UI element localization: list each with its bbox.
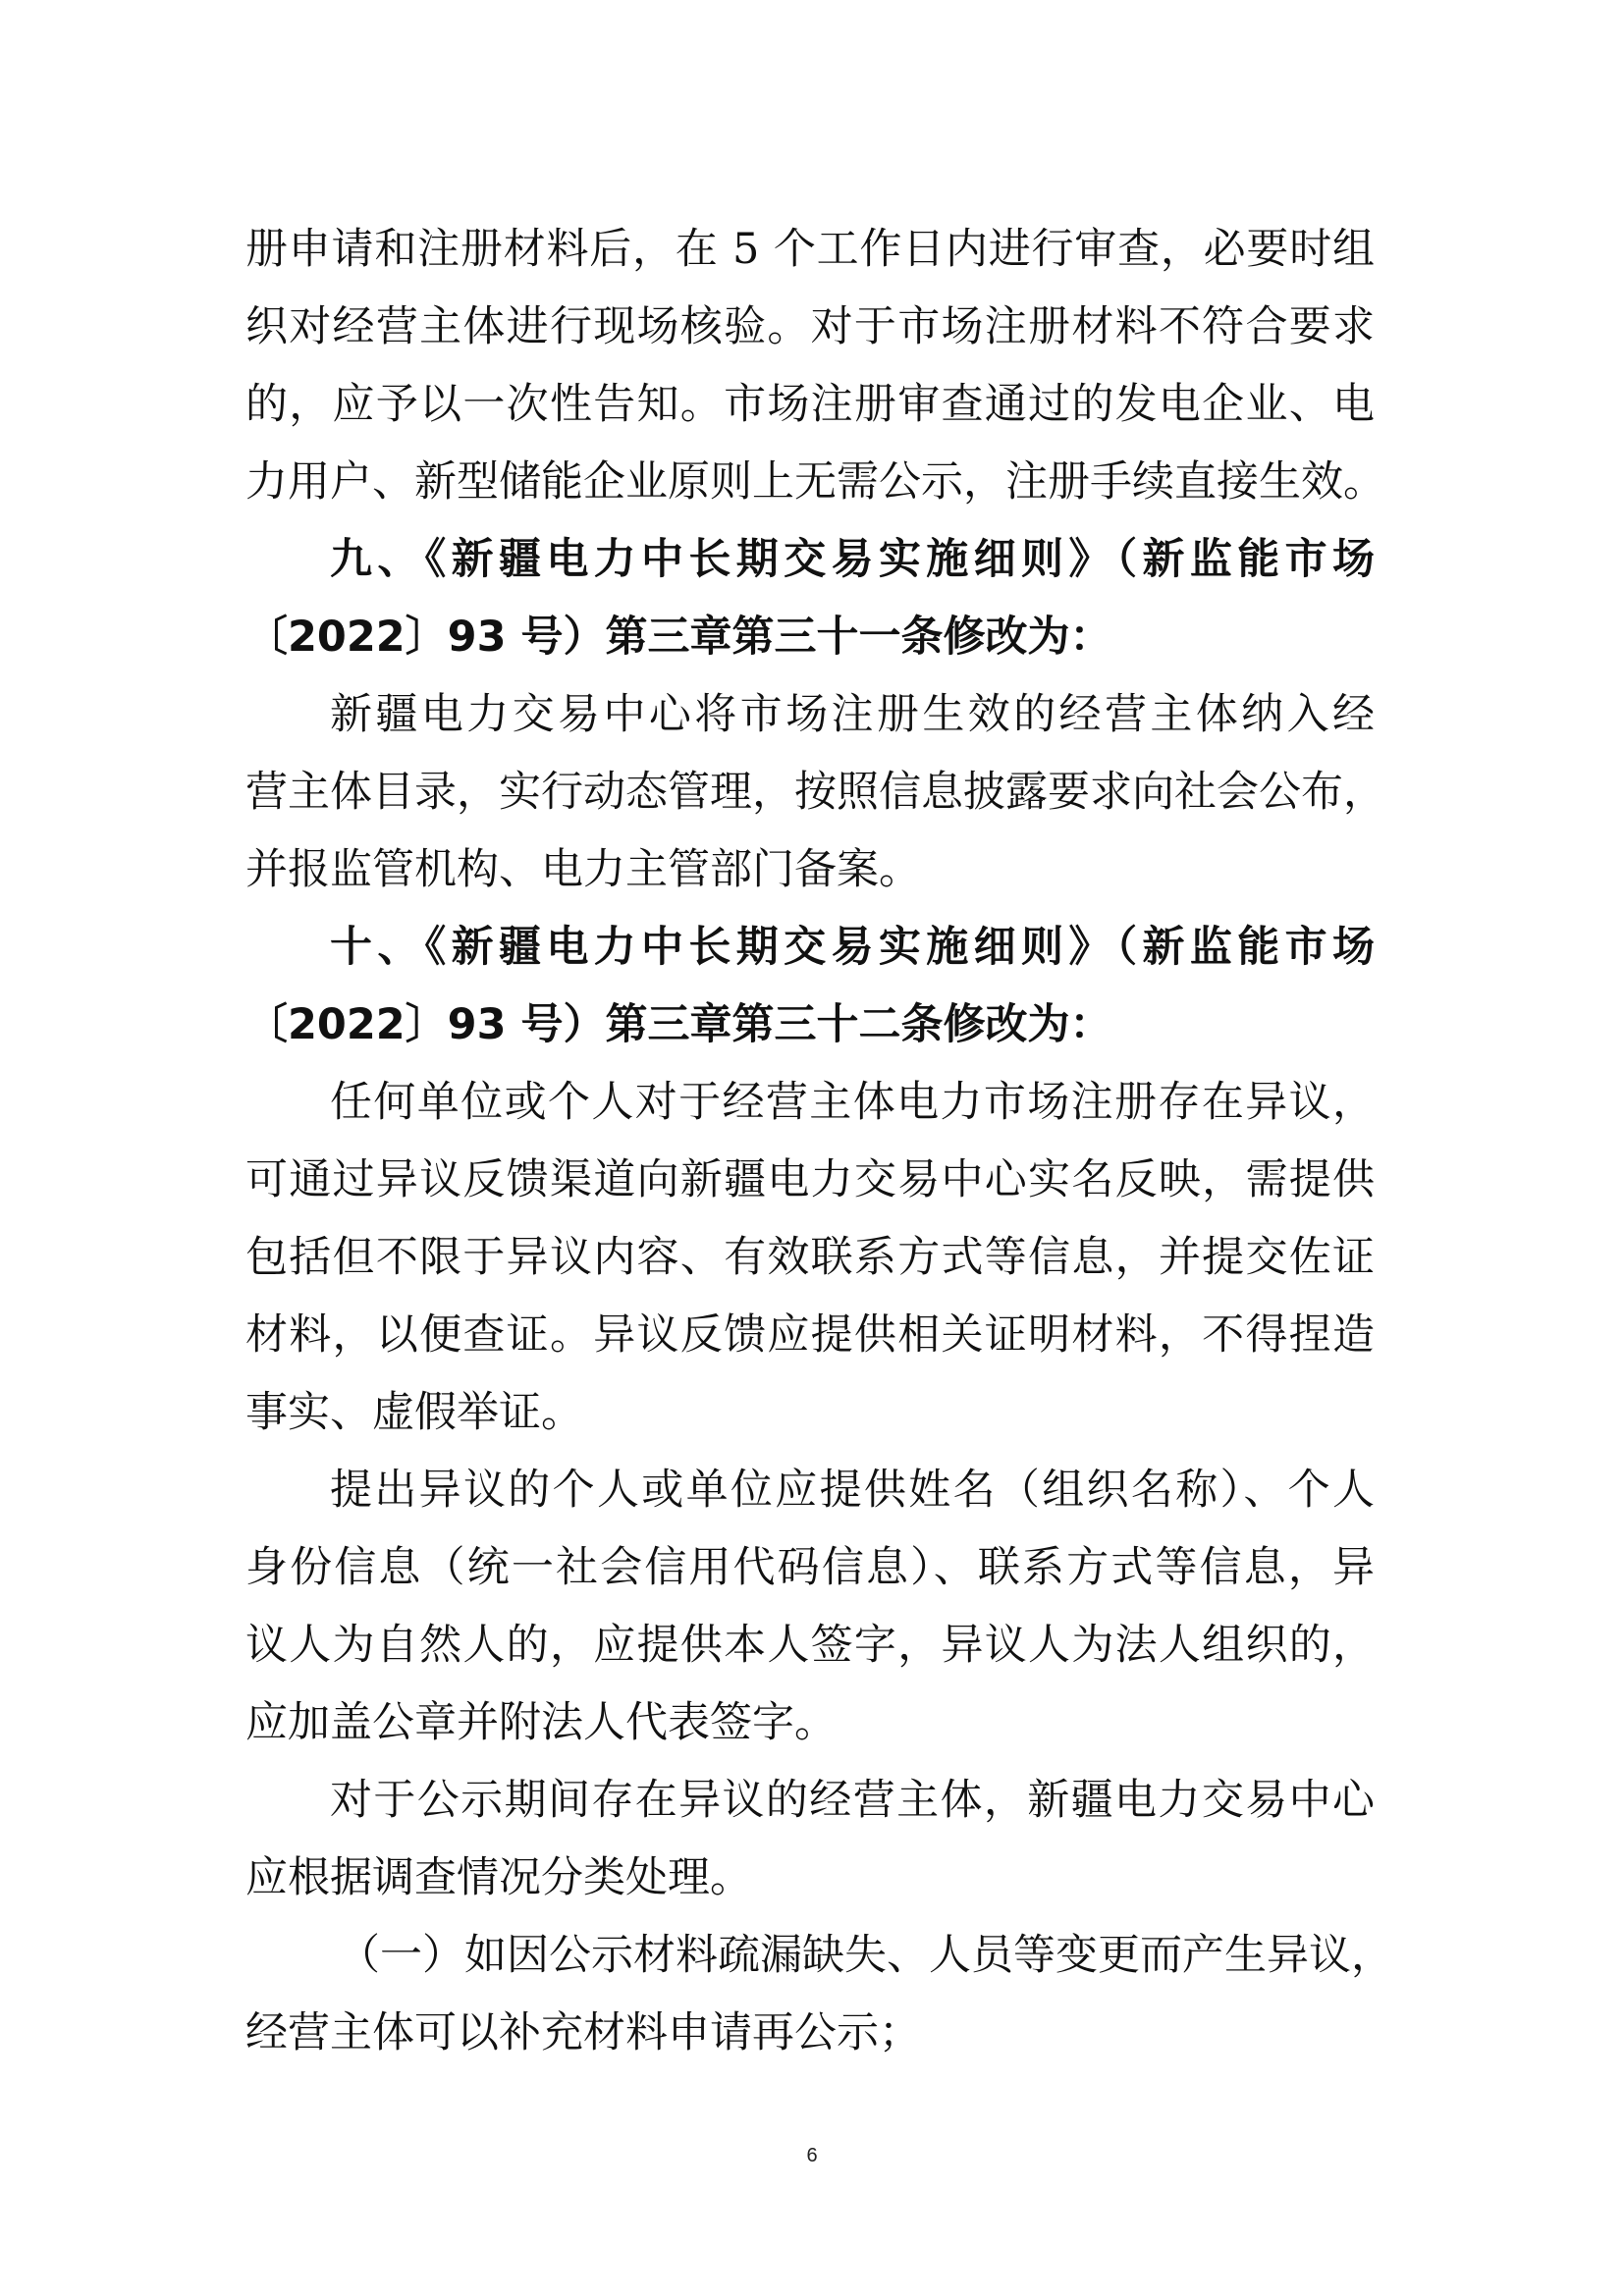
text-line: 议人为自然人的，应提供本人签字，异议人为法人组织的， [245,1621,1375,1670]
paragraph-objector-info [245,1452,1375,1762]
text-line: 对于公示期间存在异议的经营主体，新疆电力交易中心 [330,1776,1375,1825]
text-line: 册申请和注册材料后，在 5 个工作日内进行审查，必要时组 [245,225,1375,274]
paragraph-objection-channel [245,1064,1375,1452]
paragraph-registration-review [245,211,1385,521]
page-number: 6 [806,2145,818,2166]
heading-article-nine [245,521,1375,676]
text-line: 的，应予以一次性告知。市场注册审查通过的发电企业、电 [245,380,1375,429]
text-line: 织对经营主体进行现场核验。对于市场注册材料不符合要求 [245,302,1375,351]
text-line: 应根据调查情况分类处理。 [245,1853,752,1902]
text-line: 并报监管机构、电力主管部门备案。 [245,845,921,894]
text-line: 新疆电力交易中心将市场注册生效的经营主体纳入经 [330,690,1375,739]
text-line: 任何单位或个人对于经营主体电力市场注册存在异议， [330,1078,1375,1127]
heading-line: 十、《新疆电力中长期交易实施细则》（新监能市场 [330,923,1375,972]
text-line: （一）如因公示材料疏漏缺失、人员等变更而产生异议， [338,1931,1393,1980]
text-line: 材料，以便查证。异议反馈应提供相关证明材料，不得捏造 [245,1310,1375,1360]
paragraph-item-one [245,1917,1393,2072]
text-line: 力用户、新型储能企业原则上无需公示，注册手续直接生效。 [245,457,1385,507]
text-line: 可通过异议反馈渠道向新疆电力交易中心实名反映，需提供 [245,1155,1375,1204]
text-line: 营主体目录，实行动态管理，按照信息披露要求向社会公布， [245,768,1385,817]
heading-article-ten [245,909,1375,1064]
paragraph-classified-handling [245,1762,1375,1917]
text-line: 应加盖公章并附法人代表签字。 [245,1698,837,1747]
text-line: 事实、虚假举证。 [245,1388,583,1437]
heading-line: 〔2022〕93 号）第三章第三十一条修改为： [245,613,1112,662]
text-line: 身份信息（统一社会信用代码信息）、联系方式等信息，异 [245,1543,1375,1592]
heading-line: 九、《新疆电力中长期交易实施细则》（新监能市场 [330,535,1375,584]
paragraph-subject-catalog [245,676,1385,909]
text-line: 经营主体可以补充材料申请再公示； [245,2008,921,2057]
heading-line: 〔2022〕93 号）第三章第三十二条修改为： [245,1000,1112,1049]
document-body [245,211,1393,2072]
text-line: 提出异议的个人或单位应提供姓名（组织名称）、个人 [330,1466,1375,1515]
text-line: 包括但不限于异议内容、有效联系方式等信息，并提交佐证 [245,1233,1375,1282]
